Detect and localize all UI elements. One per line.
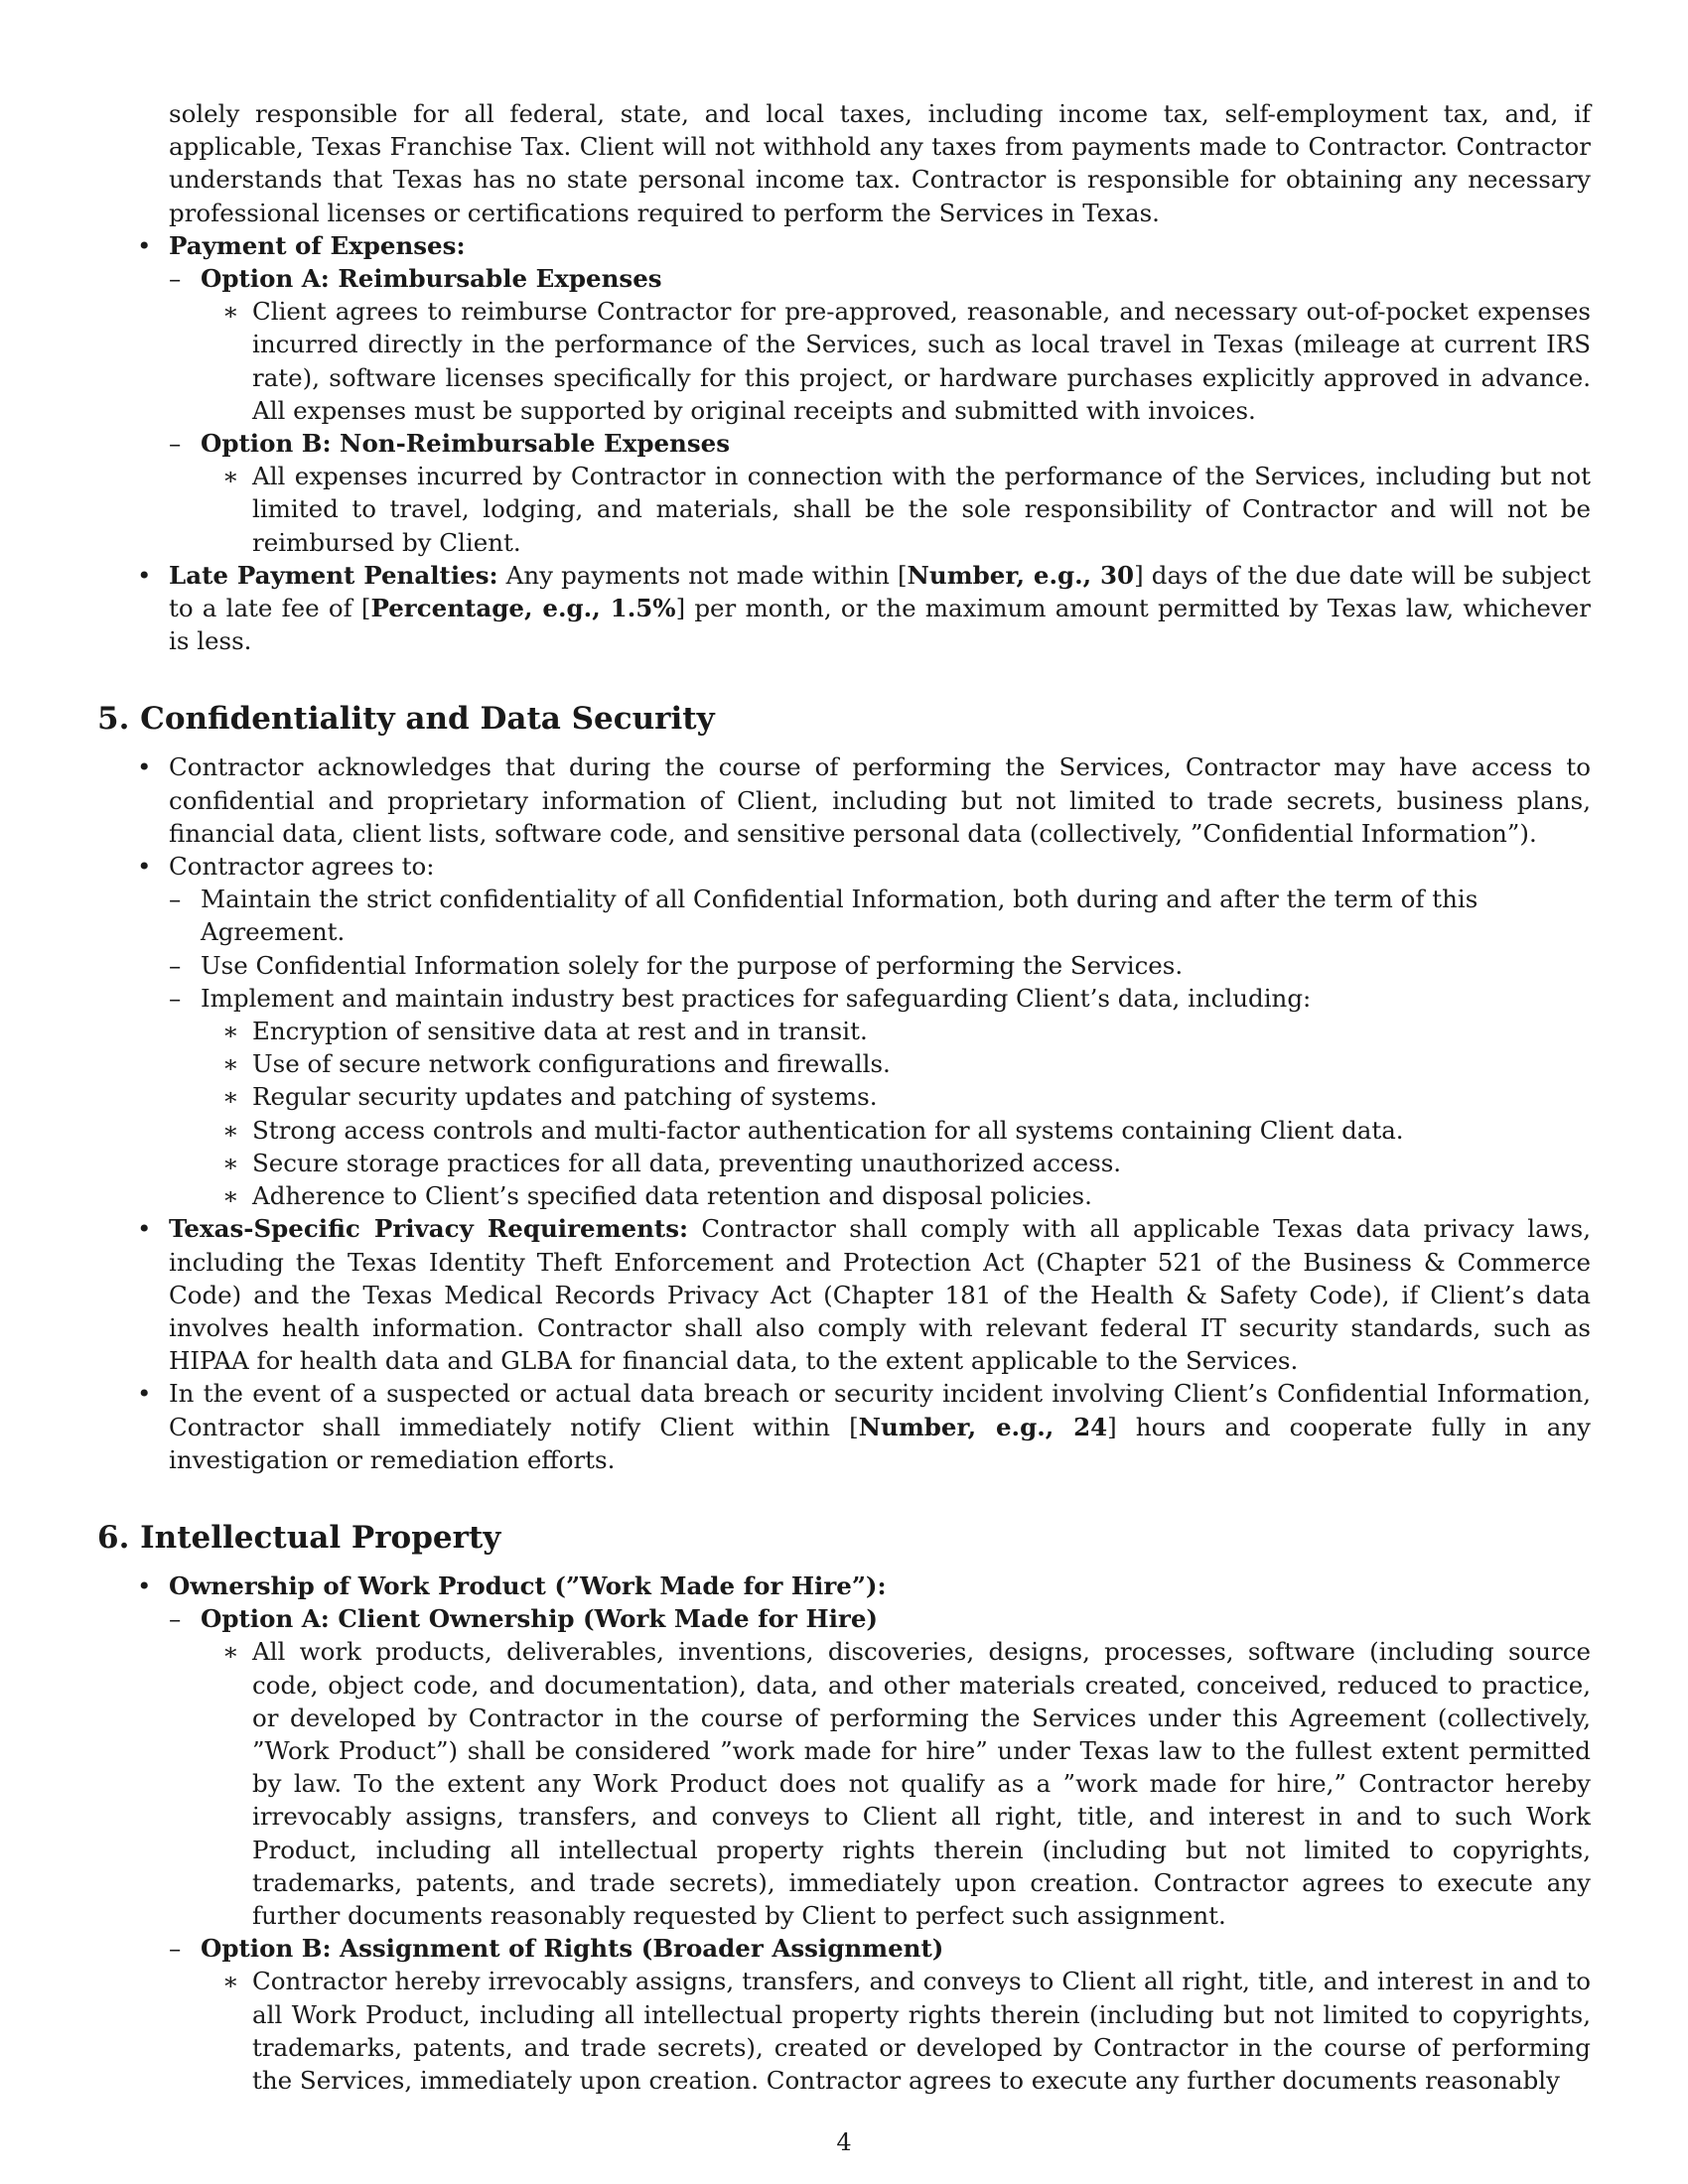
late-payment-text: ] days of the due date will be subject to a late fee of [: [169, 560, 1592, 623]
list-item: [97, 850, 1591, 1212]
option-a-list: [201, 295, 1591, 427]
dash-icon: –: [169, 429, 182, 459]
section6-list: [97, 1570, 1591, 2097]
expense-option-b-text: All expenses incurred by Contractor in connection with the performance of the Services, including but not limited to travel, lodging, and materials, shall be the sole responsibility of Contractor and will not be reimbursed by Client.: [252, 462, 1591, 557]
list-item: [201, 1015, 1591, 1047]
dash-icon: –: [169, 1604, 182, 1634]
list-item: [201, 1147, 1591, 1179]
late-payment-days: Number, e.g., 30: [907, 560, 1135, 590]
asterisk-icon: ∗: [222, 462, 239, 491]
list-item: [169, 982, 1591, 1212]
ownership-title: Ownership of Work Product (”Work Made for Hire”):: [169, 1570, 887, 1600]
expense-options-list: [169, 262, 1591, 559]
contractor-agrees: Contractor agrees to:: [169, 852, 435, 882]
list-item: [97, 559, 1591, 658]
list-item: [201, 1635, 1591, 1932]
ip-option-b-title: Option B: Assignment of Rights (Broader Assignment): [201, 1934, 944, 1964]
breach-text: In the event of a suspected or actual data breach or security incident involving Client’s Confidential Information, Contractor shall immediately notify Client within [: [169, 1379, 1591, 1441]
list-item: [201, 1114, 1591, 1147]
dash-icon: –: [169, 983, 182, 1013]
list-item: [169, 262, 1591, 427]
list-item: [201, 295, 1591, 427]
list-item: [201, 1179, 1591, 1212]
bullet-icon: •: [137, 852, 152, 882]
practices-list: [201, 1015, 1591, 1212]
bullet-icon: •: [137, 1214, 152, 1244]
list-item: [97, 1570, 1591, 2097]
asterisk-icon: ∗: [222, 1181, 239, 1211]
asterisk-icon: ∗: [222, 1637, 239, 1667]
section4-list: [97, 229, 1591, 658]
practice-item: Adherence to Client’s specified data retention and disposal policies.: [252, 1181, 1092, 1211]
confidentiality-intro: Contractor acknowledges that during the course of performing the Services, Contractor may have access to confidential and proprietary information of Client, including but not limited to trade secrets, business plans, financial data, client lists, software code, and sensitive personal data (collectively, ”Confidential Information”).: [169, 752, 1591, 848]
section6-heading: 6. Intellectual Property: [97, 1519, 501, 1556]
agree-item: Use Confidential Information solely for the purpose of performing the Services.: [201, 950, 1184, 980]
bullet-icon: •: [137, 230, 152, 260]
page-content: [97, 97, 1591, 2097]
asterisk-icon: ∗: [222, 1082, 239, 1112]
list-item: [169, 949, 1591, 982]
list-item: [169, 883, 1591, 948]
continuation-paragraph: solely responsible for all federal, state, and local taxes, including income tax, self-employment tax, and, if applicable, Texas Franchise Tax. Client will not withhold any taxes from payments made to Contractor. Contractor understands that Texas has no state personal income tax. Contractor is responsible for obtaining any necessary professional licenses or certifications required to perform the Services in Texas.: [169, 99, 1591, 227]
option-b-list: [201, 460, 1591, 559]
list-item: [201, 1047, 1591, 1080]
ip-option-b-list: [201, 1965, 1591, 2097]
list-item: [201, 1965, 1591, 2097]
bullet-icon: •: [137, 560, 152, 590]
dash-icon: –: [169, 264, 182, 294]
list-item: [201, 1080, 1591, 1113]
dash-icon: –: [169, 950, 182, 980]
ip-option-b-text: Contractor hereby irrevocably assigns, transfers, and conveys to Client all right, title, and interest in and to all Work Product, including all intellectual property rights therein (including but not limited to copyrights, trademarks, patents, and trade secrets), created or developed by Contractor in the course of performing the Services, immediately upon creation. Contractor agrees to execute any further documents reasonably: [252, 1967, 1591, 2095]
practice-item: Encryption of sensitive data at rest and in transit.: [252, 1017, 868, 1046]
asterisk-icon: ∗: [222, 1148, 239, 1177]
expense-option-b-title: Option B: Non-Reimbursable Expenses: [201, 429, 731, 459]
breach-text: ] hours and cooperate fully in any investigation or remediation efforts.: [169, 1412, 1592, 1474]
late-payment-text: ] per month, or the maximum amount permitted by Texas law, whichever is less.: [169, 594, 1591, 656]
list-item: [97, 229, 1591, 559]
dash-icon: –: [169, 1934, 182, 1964]
dash-icon: –: [169, 885, 182, 914]
list-item: [169, 1932, 1591, 2097]
list-item: [97, 751, 1591, 850]
late-payment-text: Any payments not made within [: [497, 560, 908, 590]
agree-item: Maintain the strict confidentiality of all Confidential Information, both during and after the term of this Agreement.: [201, 885, 1478, 947]
bullet-icon: •: [137, 752, 152, 782]
late-payment-percent: Percentage, e.g., 1.5%: [370, 594, 676, 623]
asterisk-icon: ∗: [222, 297, 239, 327]
late-payment-title: Late Payment Penalties:: [169, 560, 498, 590]
page-number: 4: [836, 2128, 852, 2156]
list-item: [169, 427, 1591, 559]
expense-option-a-title: Option A: Reimbursable Expenses: [201, 264, 662, 294]
ip-option-a-title: Option A: Client Ownership (Work Made for Hire): [201, 1604, 879, 1634]
list-item: [97, 1212, 1591, 1377]
expense-option-a-text: Client agrees to reimburse Contractor for pre-approved, reasonable, and necessary out-of-pocket expenses incurred directly in the performance of the Services, such as local travel in Texas (mileage at current IRS rate), software licenses specifically for this project, or hardware purchases explicitly approved in advance. All expenses must be supported by original receipts and submitted with invoices.: [252, 297, 1591, 425]
texas-privacy-text: Contractor shall comply with all applicable Texas data privacy laws, including the Texas Identity Theft Enforcement and Protection Act (Chapter 521 of the Business & Commerce Code) and the Texas Medical Records Privacy Act (Chapter 181 of the Health & Safety Code), if Client’s data involves health information. Contractor shall also comply with relevant federal IT security standards, such as HIPAA for health data and GLBA for financial data, to the extent applicable to the Services.: [169, 1214, 1592, 1376]
agree-items-list: [169, 883, 1591, 1212]
expenses-title: Payment of Expenses:: [169, 230, 466, 260]
ip-option-a-list: [201, 1635, 1591, 1932]
list-item: [169, 1602, 1591, 1932]
list-item: [201, 460, 1591, 559]
ownership-options-list: [169, 1602, 1591, 2097]
section5-heading: 5. Confidentiality and Data Security: [97, 701, 715, 738]
section5-list: [97, 751, 1591, 1475]
practice-item: Regular security updates and patching of systems.: [252, 1082, 878, 1112]
bullet-icon: •: [137, 1379, 152, 1409]
asterisk-icon: ∗: [222, 1967, 239, 1996]
practice-item: Use of secure network configurations and firewalls.: [252, 1049, 891, 1079]
asterisk-icon: ∗: [222, 1115, 239, 1145]
bullet-icon: •: [137, 1570, 152, 1600]
list-item: [97, 1377, 1591, 1476]
asterisk-icon: ∗: [222, 1017, 239, 1046]
breach-hours: Number, e.g., 24: [858, 1412, 1108, 1441]
asterisk-icon: ∗: [222, 1049, 239, 1079]
ip-option-a-text: All work products, deliverables, inventions, discoveries, designs, processes, software (including source code, object code, and documentation), data, and other materials created, conceived, reduced to practice, or developed by Contractor in the course of performing the Services under this Agreement (collectively, ”Work Product”) shall be considered ”work made for hire” under Texas law to the fullest extent permitted by law. To the extent any Work Product does not qualify as a ”work made for hire,” Contractor hereby irrevocably assigns, transfers, and conveys to Client all right, title, and interest in and to such Work Product, including all intellectual property rights therein (including but not limited to copyrights, trademarks, patents, and trade secrets), immediately upon creation. Contractor agrees to execute any further documents reasonably requested by Client to perfect such assignment.: [252, 1637, 1591, 1930]
agree-item: Implement and maintain industry best practices for safeguarding Client’s data, including:: [201, 983, 1312, 1013]
texas-privacy-title: Texas-Specific Privacy Requirements:: [169, 1214, 689, 1244]
practice-item: Strong access controls and multi-factor authentication for all systems containing Client data.: [252, 1115, 1404, 1145]
practice-item: Secure storage practices for all data, preventing unauthorized access.: [252, 1148, 1122, 1177]
